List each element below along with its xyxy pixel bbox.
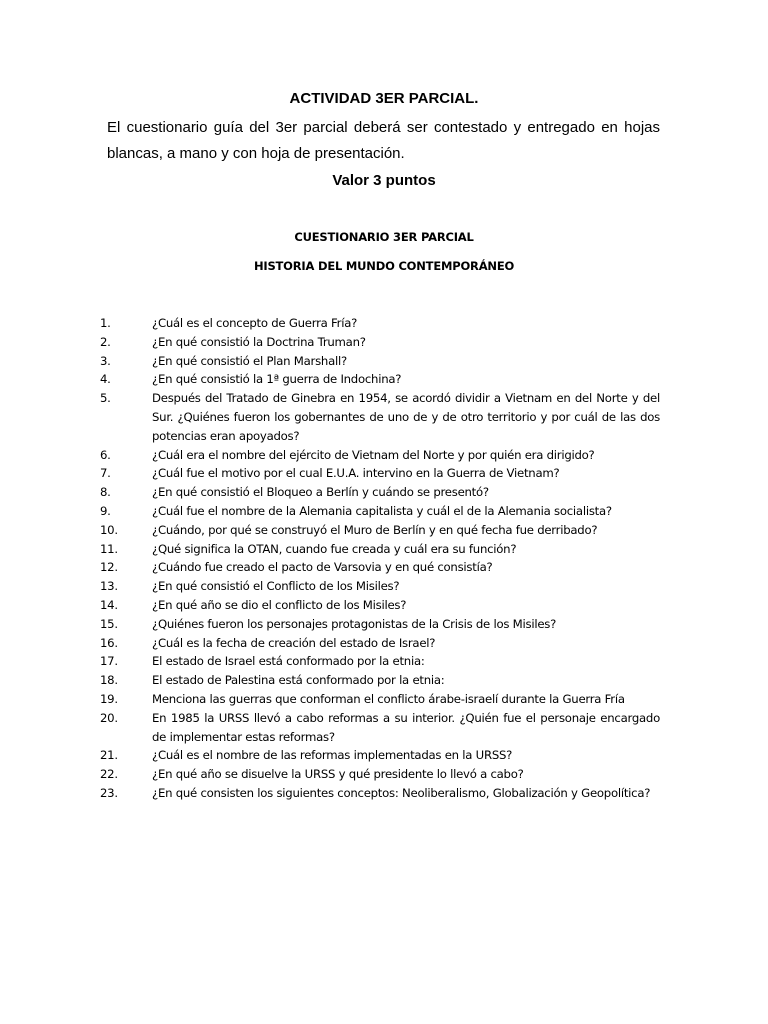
question-text: ¿Quiénes fueron los personajes protagonistas de la Crisis de los Misiles? (152, 616, 557, 631)
activity-title: ACTIVIDAD 3ER PARCIAL. (289, 90, 479, 107)
question-text: ¿En qué año se disuelve la URSS y qué presidente lo llevó a cabo? (152, 767, 524, 782)
question-number: 4. (100, 372, 111, 387)
question-item (0, 709, 660, 747)
question-number: 7. (100, 466, 111, 481)
question-item (0, 690, 660, 709)
question-item (0, 558, 660, 577)
question-text: Menciona las guerras que conforman el conflicto árabe-israelí durante la Guerra Fría (152, 691, 625, 706)
question-item (0, 370, 660, 389)
question-text: ¿En qué consistió el Conflicto de los Misiles? (152, 579, 400, 594)
question-item (0, 596, 660, 615)
question-item (0, 314, 660, 333)
question-item (0, 483, 660, 502)
question-item (0, 765, 660, 784)
question-item (0, 333, 660, 352)
question-text: ¿Cuándo, por qué se construyó el Muro de Berlín y en qué fecha fue derribado? (152, 522, 598, 537)
question-text: El estado de Israel está conformado por la etnia: (152, 654, 425, 669)
points-value: Valor 3 puntos (332, 172, 436, 189)
question-number: 15. (100, 616, 118, 631)
question-text: ¿En qué consistió la Doctrina Truman? (152, 334, 366, 349)
question-text: ¿Cuándo fue creado el pacto de Varsovia y en qué consistía? (152, 560, 493, 575)
question-number: 6. (100, 447, 111, 462)
question-item (0, 521, 660, 540)
question-number: 23. (100, 785, 118, 800)
question-item (0, 446, 660, 465)
question-item (0, 540, 660, 559)
question-number: 20. (100, 710, 118, 725)
question-number: 13. (100, 579, 118, 594)
questionnaire-title: CUESTIONARIO 3ER PARCIAL (294, 230, 474, 244)
question-item (0, 784, 660, 803)
question-number: 17. (100, 654, 118, 669)
question-list (0, 314, 768, 803)
question-number: 1. (100, 316, 111, 330)
question-text: ¿Cuál era el nombre del ejército de Vietnam del Norte y por quién era dirigido? (152, 447, 595, 462)
question-number: 9. (100, 503, 111, 518)
question-text: ¿En qué año se dio el conflicto de los Misiles? (152, 597, 407, 612)
question-item (0, 671, 660, 690)
question-text: ¿Qué significa la OTAN, cuando fue creada y cuál era su función? (152, 541, 517, 556)
question-item (0, 634, 660, 653)
question-item (0, 615, 660, 634)
question-item (0, 389, 660, 445)
question-item (0, 502, 660, 521)
intro-paragraph: El cuestionario guía del 3er parcial deberá ser contestado y entregado en hojas blancas, a mano y con hoja de presentación. (107, 119, 660, 162)
question-number: 14. (100, 597, 118, 612)
question-text: ¿En qué consistió el Bloqueo a Berlín y cuándo se presentó? (152, 485, 489, 500)
question-text: ¿Cuál es el concepto de Guerra Fría? (152, 316, 358, 330)
question-number: 11. (100, 541, 118, 556)
question-text: En 1985 la URSS llevó a cabo reformas a su interior. ¿Quién fue el personaje encargado de implementar estas reformas? (152, 710, 660, 744)
question-number: 12. (100, 560, 118, 575)
question-number: 10. (100, 522, 118, 537)
question-item (0, 352, 660, 371)
question-text: ¿Cuál fue el nombre de la Alemania capitalista y cuál el de la Alemania socialista? (152, 503, 612, 518)
question-number: 19. (100, 691, 118, 706)
question-number: 5. (100, 391, 111, 406)
question-text: ¿En qué consisten los siguientes conceptos: Neoliberalismo, Globalización y Geopolítica? (152, 785, 651, 800)
question-text: ¿Cuál fue el motivo por el cual E.U.A. intervino en la Guerra de Vietnam? (152, 466, 560, 481)
question-item (0, 652, 660, 671)
question-number: 21. (100, 748, 118, 763)
question-text: ¿En qué consistió el Plan Marshall? (152, 353, 347, 368)
question-item (0, 746, 660, 765)
question-number: 8. (100, 485, 111, 500)
question-text: ¿Cuál es la fecha de creación del estado de Israel? (152, 635, 436, 650)
question-number: 18. (100, 673, 118, 688)
question-text: ¿Cuál es el nombre de las reformas implementadas en la URSS? (152, 748, 513, 763)
question-number: 3. (100, 353, 111, 368)
question-number: 16. (100, 635, 118, 650)
question-text: ¿En qué consistió la 1ª guerra de Indochina? (152, 372, 402, 387)
subject-title: HISTORIA DEL MUNDO CONTEMPORÁNEO (253, 259, 515, 273)
question-text: Después del Tratado de Ginebra en 1954, se acordó dividir a Vietnam en del Norte y del Sur. ¿Quiénes fueron los gobernantes de uno de y de otro territorio y por cuál de las dos potencias eran apoyados? (152, 391, 660, 443)
question-number: 22. (100, 767, 118, 782)
question-text: El estado de Palestina está conformado por la etnia: (152, 673, 445, 688)
question-item (0, 464, 660, 483)
question-item (0, 577, 660, 596)
question-number: 2. (100, 334, 111, 349)
